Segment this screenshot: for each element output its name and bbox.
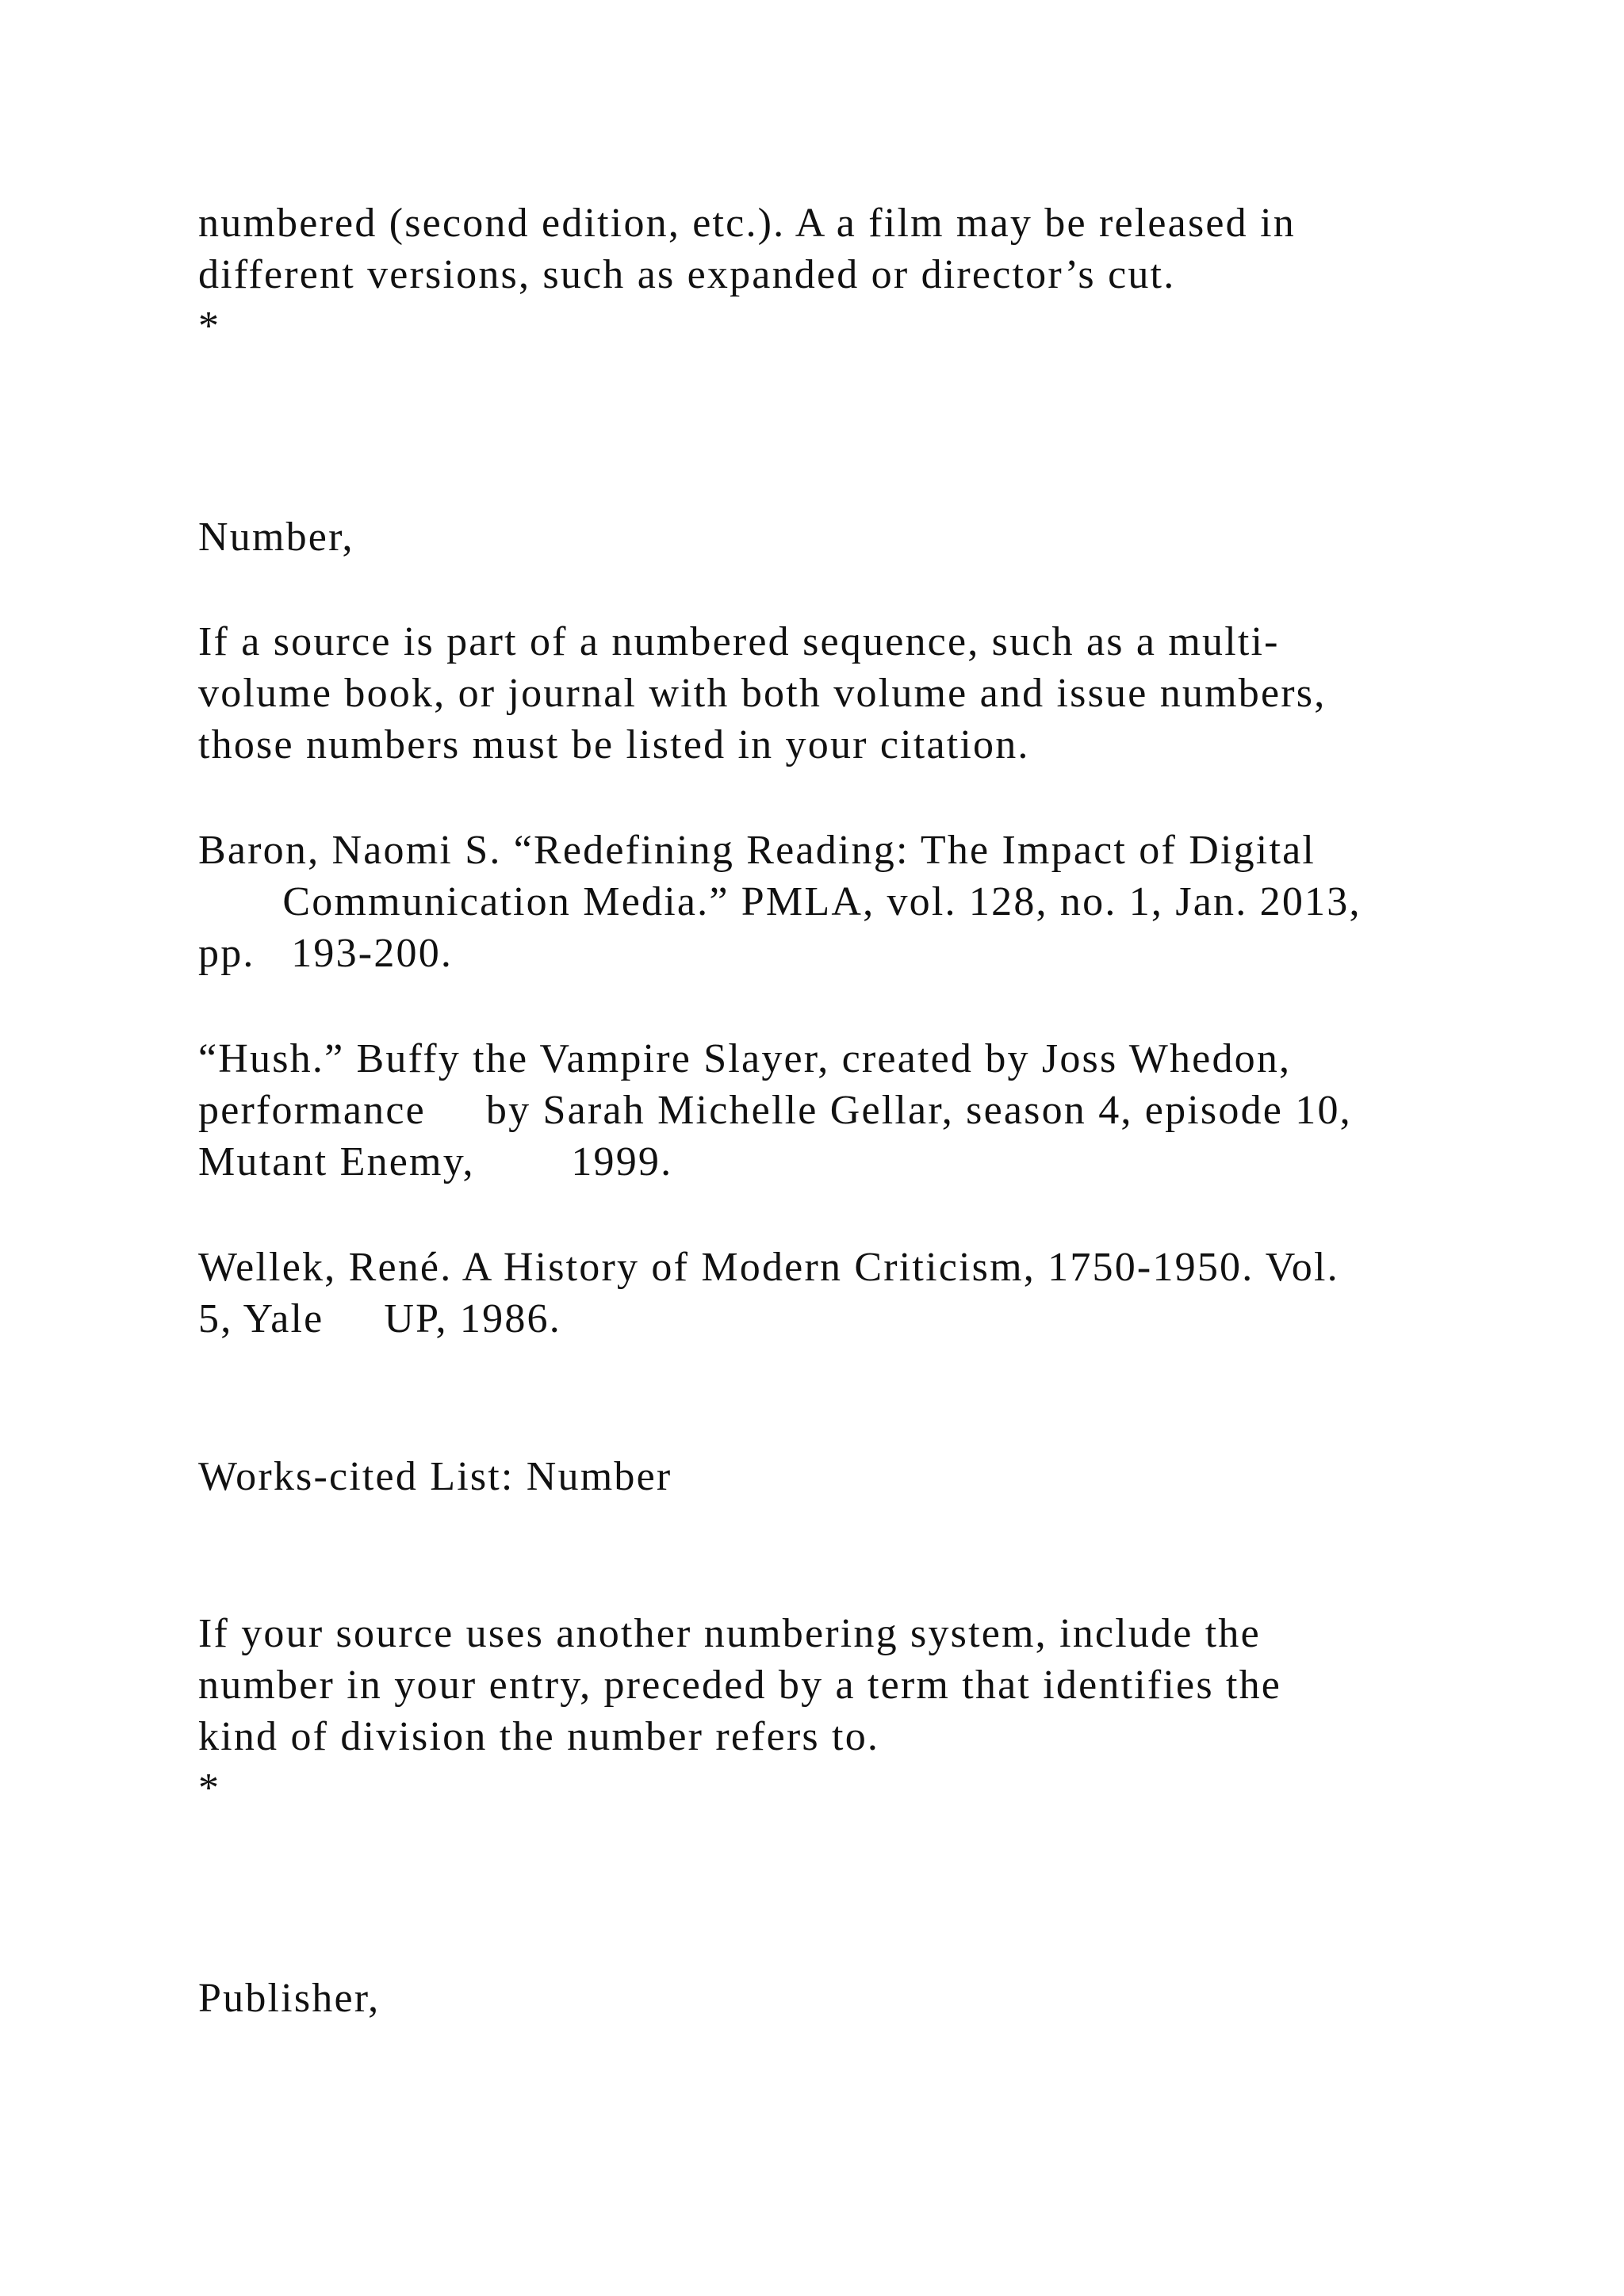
citation-line: Mutant Enemy, 1999.	[198, 1139, 673, 1184]
text-line: numbered (second edition, etc.). A a film may be released in	[198, 201, 1296, 246]
text-line: different versions, such as expanded or director’s cut.	[198, 252, 1176, 297]
section-heading-works-cited: Works-cited List: Number	[198, 1454, 672, 1499]
citation-line: Baron, Naomi S. “Redefining Reading: The Impact of Digital	[198, 828, 1316, 873]
text-line: those numbers must be listed in your citation.	[198, 722, 1030, 767]
citation-line: Wellek, René. A History of Modern Criticism, 1750-1950. Vol.	[198, 1245, 1339, 1290]
citation-line: “Hush.” Buffy the Vampire Slayer, created by Joss Whedon,	[198, 1036, 1292, 1081]
citation-line: pp. 193-200.	[198, 931, 454, 976]
text-line: volume book, or journal with both volume and issue numbers,	[198, 671, 1327, 716]
text-line: If a source is part of a numbered sequence, such as a multi-	[198, 619, 1280, 664]
asterisk-marker: *	[198, 304, 221, 349]
citation-line: 5, Yale UP, 1986.	[198, 1296, 561, 1341]
text-line: If your source uses another numbering system, include the	[198, 1611, 1261, 1656]
citation-line: Communication Media.” PMLA, vol. 128, no. 1, Jan. 2013,	[198, 879, 1362, 924]
text-line: kind of division the number refers to.	[198, 1714, 880, 1759]
section-heading-number: Number,	[198, 515, 354, 560]
text-line: number in your entry, preceded by a term that identifies the	[198, 1663, 1282, 1708]
citation-line: performance by Sarah Michelle Gellar, season 4, episode 10,	[198, 1088, 1352, 1133]
section-heading-publisher: Publisher,	[198, 1976, 381, 2021]
asterisk-marker: *	[198, 1766, 221, 1811]
